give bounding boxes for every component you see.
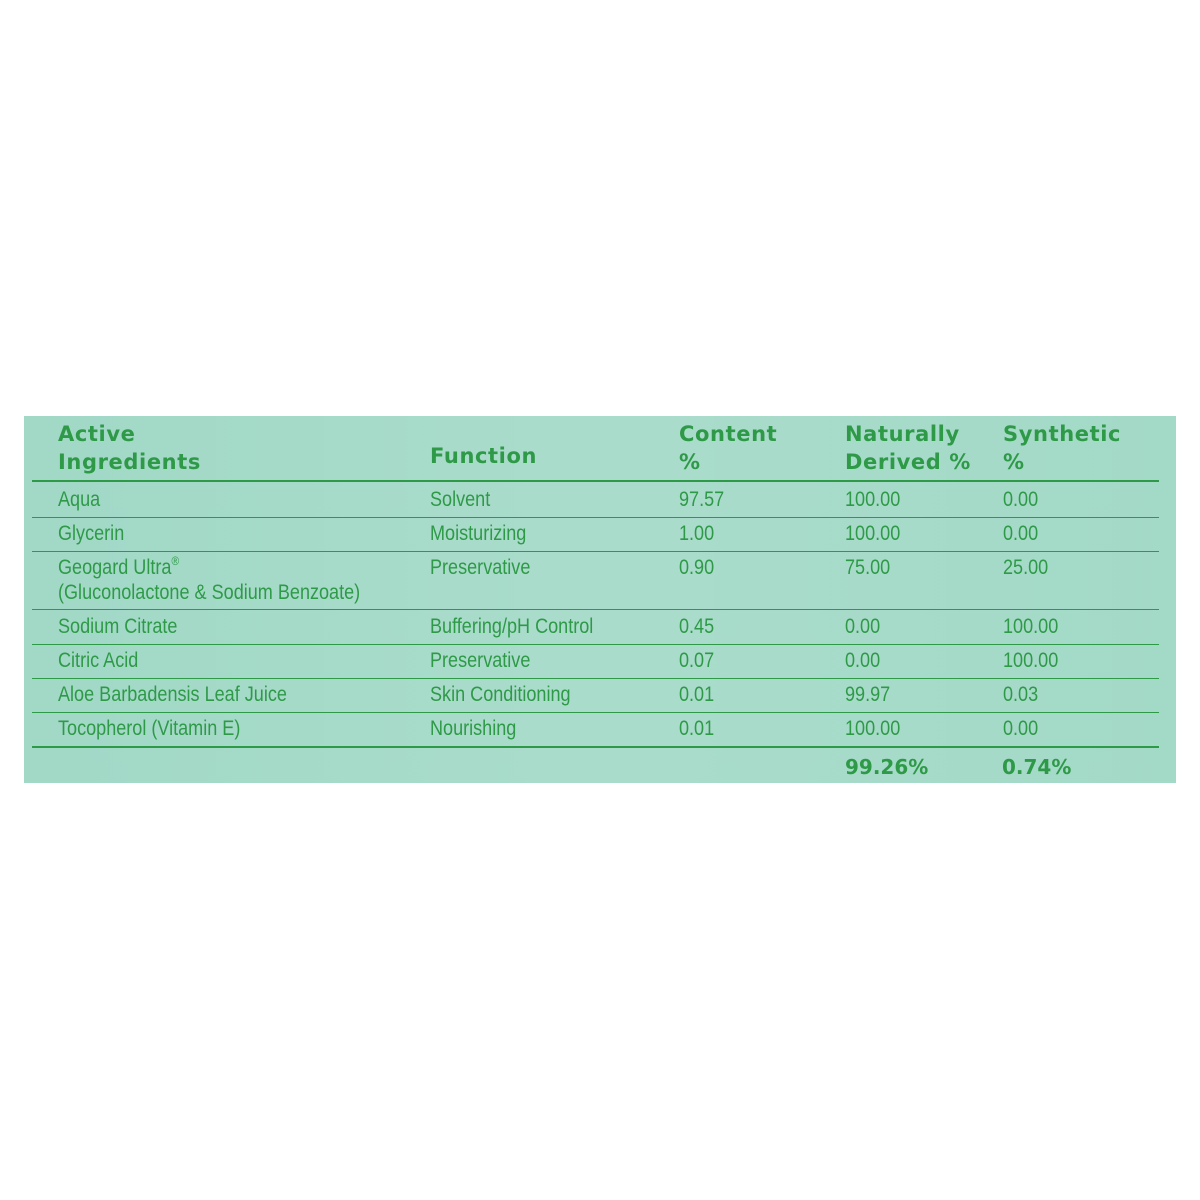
row-4-content: 0.45 <box>679 615 715 638</box>
row-1-synthetic: 0.00 <box>1003 488 1039 511</box>
row-3-ingredient-detail: (Gluconolactone & Sodium Benzoate) <box>58 581 361 604</box>
row-5-synthetic: 100.00 <box>1003 649 1059 672</box>
row-6-synthetic: 0.03 <box>1003 683 1039 706</box>
row-4-synthetic: 100.00 <box>1003 615 1059 638</box>
header-synthetic: Synthetic % <box>1003 422 1122 474</box>
row-7-function: Nourishing <box>430 717 517 740</box>
row-divider <box>32 609 1159 610</box>
row-3-ingredient-name: Geogard Ultra <box>58 556 172 579</box>
row-2-natural: 100.00 <box>845 522 901 545</box>
row-3-synthetic: 25.00 <box>1003 556 1049 579</box>
row-3-function: Preservative <box>430 556 531 579</box>
row-divider <box>32 712 1159 713</box>
row-7-natural: 100.00 <box>845 717 901 740</box>
row-6-content: 0.01 <box>679 683 715 706</box>
row-2-content: 1.00 <box>679 522 715 545</box>
row-7-synthetic: 0.00 <box>1003 717 1039 740</box>
row-divider <box>32 644 1159 645</box>
row-3-natural: 75.00 <box>845 556 891 579</box>
row-1-ingredient: Aqua <box>58 488 101 511</box>
row-7-content: 0.01 <box>679 717 715 740</box>
row-4-function: Buffering/pH Control <box>430 615 594 638</box>
row-5-natural: 0.00 <box>845 649 881 672</box>
row-5-ingredient: Citric Acid <box>58 649 139 672</box>
row-1-natural: 100.00 <box>845 488 901 511</box>
row-1-function: Solvent <box>430 488 491 511</box>
header-rule <box>32 480 1159 482</box>
row-6-function: Skin Conditioning <box>430 683 571 706</box>
row-3-content: 0.90 <box>679 556 715 579</box>
row-4-ingredient: Sodium Citrate <box>58 615 178 638</box>
row-1-content: 97.57 <box>679 488 725 511</box>
row-7-ingredient: Tocopherol (Vitamin E) <box>58 717 241 740</box>
row-6-ingredient: Aloe Barbadensis Leaf Juice <box>58 683 287 706</box>
header-naturally-derived: Naturally Derived % <box>845 422 971 474</box>
row-divider <box>32 517 1159 518</box>
row-5-content: 0.07 <box>679 649 715 672</box>
total-naturally-derived: 99.26% <box>845 755 929 779</box>
row-2-synthetic: 0.00 <box>1003 522 1039 545</box>
ingredients-table <box>24 416 1176 783</box>
totals-rule <box>32 746 1159 748</box>
row-6-natural: 99.97 <box>845 683 891 706</box>
registered-mark: ® <box>171 554 180 568</box>
total-synthetic: 0.74% <box>1002 755 1072 779</box>
header-function: Function <box>430 444 538 468</box>
row-4-natural: 0.00 <box>845 615 881 638</box>
row-5-function: Preservative <box>430 649 531 672</box>
row-divider <box>32 551 1159 552</box>
header-content: Content % <box>679 422 778 474</box>
row-3-ingredient <box>58 555 179 580</box>
row-divider <box>32 678 1159 679</box>
row-2-ingredient: Glycerin <box>58 522 125 545</box>
header-ingredients: Active Ingredients <box>58 422 201 474</box>
row-2-function: Moisturizing <box>430 522 527 545</box>
